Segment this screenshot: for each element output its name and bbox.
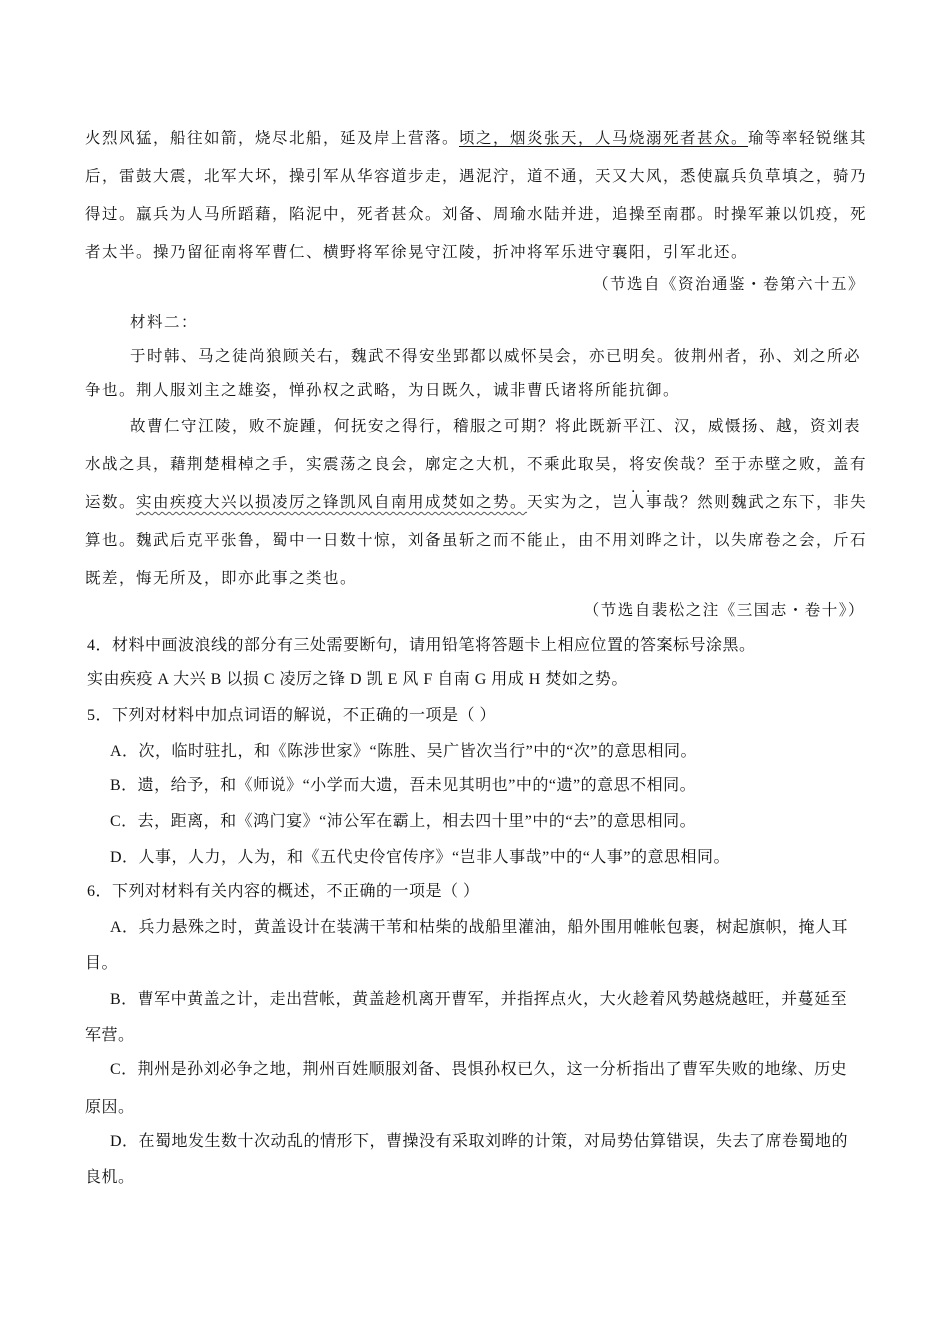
question-6-option-d-line-1: D．在蜀地发生数十次动乱的情形下，曹操没有采取刘晔的计策，对局势估算错误，失去了席卷蜀地的 — [110, 1133, 849, 1150]
material-two-p2-line-4: 算也。魏武后克平张鲁，蜀中一日数十惊，刘备虽斩之而不能止，由不用刘晔之计，以失席卷之会，斤石 — [85, 531, 868, 549]
question-5-option-a: A．次，临时驻扎，和《陈涉世家》“陈胜、吴广皆次当行”中的“次”的意思相同。 — [110, 743, 697, 760]
question-4-stem: 4．材料中画波浪线的部分有三处需要断句，请用铅笔将答题卡上相应位置的答案标号涂黑。 — [87, 637, 756, 654]
question-6-option-a-line-1: A．兵力悬殊之时，黄盖设计在装满干苇和枯柴的战船里灌油，船外围用帷帐包裹，树起旗帜，掩人耳 — [110, 919, 849, 936]
text-span: 火烈风猛，船往如箭，烧尽北船，延及岸上营落。 — [85, 129, 460, 147]
material-one-line-4: 者太半。操乃留征南将军曹仁、横野将军徐晃守江陵，折冲将军乐进守襄阳，引军北还。 — [85, 243, 749, 261]
material-two-p1-line-1: 于时韩、马之徒尚狼顾关右，魏武不得安坐郢都以威怀吴会，亦已明矣。彼荆州者，孙、刘之所必 — [130, 347, 862, 365]
question-6-option-b-line-1: B．曹军中黄盖之计，走出营帐，黄盖趁机离开曹军，并指挥点火，大火趁着风势越烧越旺，并蔓延至 — [110, 991, 848, 1008]
question-6-option-b-line-2: 军营。 — [85, 1027, 135, 1044]
material-two-p2-line-5: 既差，悔无所及，即亦此事之类也。 — [85, 569, 358, 587]
material-one-line-2: 后，雷鼓大震，北军大坏，操引军从华容道步走，遇泥泞，道不通，天又大风，悉使羸兵负草填之，骑乃 — [85, 167, 868, 185]
text-span: 运数。 — [85, 493, 137, 511]
dotted-emphasis-word: · · 人事 — [629, 493, 663, 511]
question-6-stem: 6．下列对材料有关内容的概述，不正确的一项是（ ） — [87, 883, 480, 900]
material-two-p1-line-2: 争也。荆人服刘主之雄姿，惮孙权之武略，为日既久，诚非曹氏诸将所能抗御。 — [85, 381, 681, 399]
text-span: 瑜等率轻锐继其 — [748, 129, 868, 147]
question-4-text: 实由疾疫 A 大兴 B 以损 C 凌厉之锋 D 凯 E 风 F 自南 G 用成 H 焚如之势。 — [87, 671, 628, 688]
material-two-p2-line-3 — [85, 490, 868, 514]
text-span: 天实为之，岂 — [527, 493, 630, 511]
question-6-option-d-line-2: 良机。 — [85, 1169, 135, 1186]
wavy-underlined-sentence: 实由疾疫大兴以损凌厉之锋凯风自南用成焚如之势。 — [136, 493, 528, 511]
question-6-option-c-line-1: C．荆州是孙刘必争之地，荆州百姓顺服刘备、畏惧孙权已久，这一分析指出了曹军失败的地缘、历史 — [110, 1061, 848, 1078]
question-5-option-c: C．去，距离，和《鸿门宴》“沛公军在霸上，相去四十里”中的“去”的意思相同。 — [110, 813, 697, 830]
question-6-option-a-line-2: 目。 — [85, 955, 119, 972]
material-two-heading: 材料二： — [130, 313, 199, 331]
question-6-option-c-line-2: 原因。 — [85, 1099, 135, 1116]
material-one-line-3: 得过。羸兵为人马所蹈藉，陷泥中，死者甚众。刘备、周瑜水陆并进，追操至南郡。时操军兼以饥疫，死 — [85, 205, 868, 223]
material-two-p2-line-1: 故曹仁守江陵，败不旋踵，何抚安之得行，稽服之可期？将此既新平江、汉，威慑扬、越，资刘表 — [130, 417, 862, 435]
underlined-sentence: 顷之，烟炎张天，人马烧溺死者甚众。 — [459, 129, 749, 147]
question-5-option-b: B．遗，给予，和《师说》“小学而大遗，吾未见其明也”中的“遗”的意思不相同。 — [110, 777, 697, 794]
material-two-p2-line-2: 水战之具，藉荆楚楫棹之手，实震荡之良会，廓定之大机，不乘此取吴，将安俟哉？至于赤壁之败，盖有 — [85, 455, 868, 473]
question-5-option-d: D．人事，人力，人为，和《五代史伶官传序》“岂非人事哉”中的“人事”的意思相同。 — [110, 849, 730, 866]
material-one-source: （节选自《资治通鉴・卷第六十五》 — [592, 275, 865, 293]
material-two-source: （节选自裴松之注《三国志・卷十》） — [583, 601, 865, 619]
text-span: 哉？然则魏武之东下，非失 — [663, 493, 868, 511]
question-5-stem: 5．下列对材料中加点词语的解说，不正确的一项是（ ） — [87, 707, 497, 724]
material-one-line-1 — [85, 126, 868, 150]
